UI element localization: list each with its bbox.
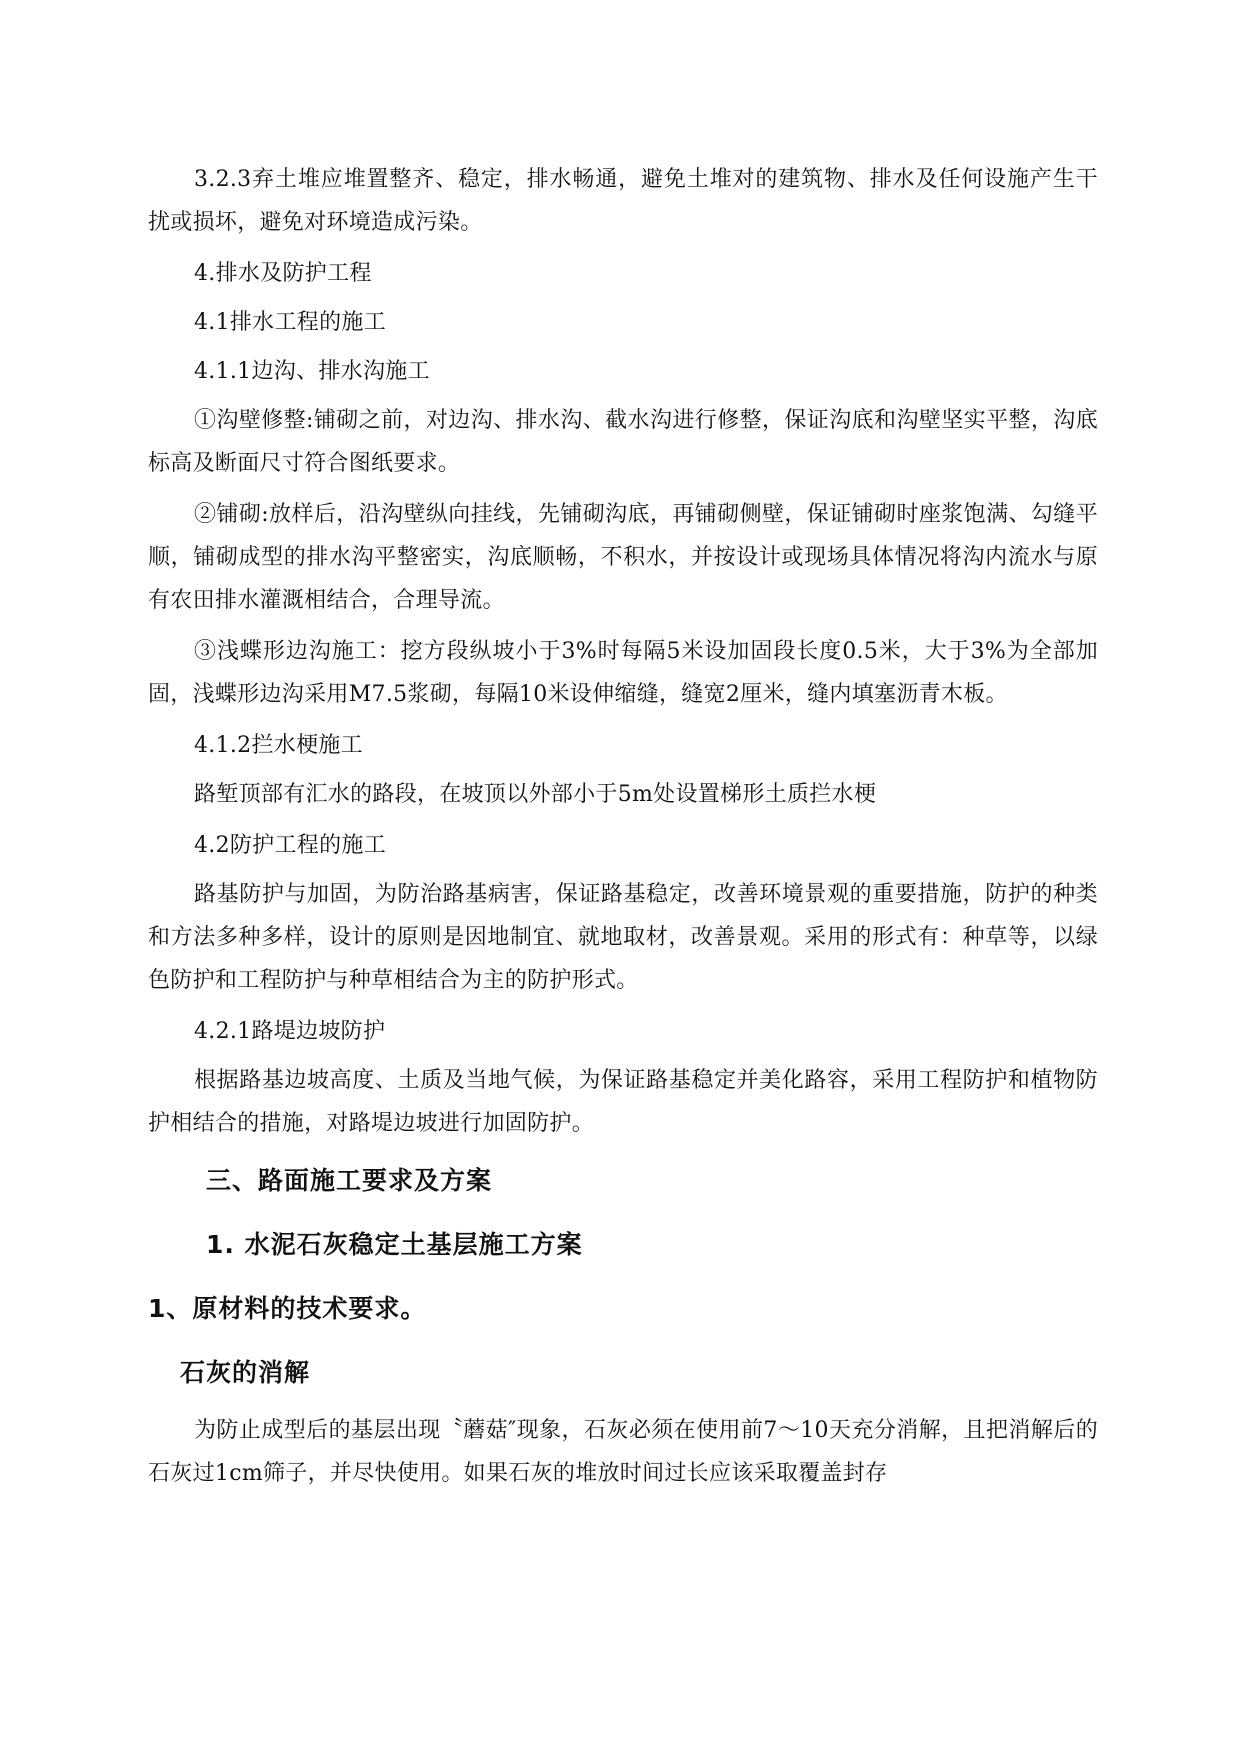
paragraph-embankment: 根据路基边坡高度、土质及当地气候，为保证路基稳定并美化路容，采用工程防护和植物防护相结合的措施，对路堤边坡进行加固防护。: [148, 1068, 1098, 1136]
section-heading-lime-slaking: 石灰的消解: [180, 1358, 311, 1387]
heading-4-2-1: 4.2.1路堤边坡防护: [194, 1019, 386, 1044]
section-heading-base-course: 1. 水泥石灰稳定土基层施工方案: [206, 1230, 583, 1259]
section-heading-raw-materials: 1、原材料的技术要求。: [148, 1294, 427, 1323]
heading-4-1: 4.1排水工程的施工: [194, 310, 386, 335]
paragraph-shallow-ditch: ③浅蝶形边沟施工：挖方段纵坡小于3%时每隔5米设加固段长度0.5米，大于3%为全部加固，浅蝶形边沟采用M7.5浆砌，每隔10米设伸缩缝，缝宽2厘米，缝内填塞沥青木板。: [148, 639, 1098, 707]
heading-4-1-1: 4.1.1边沟、排水沟施工: [194, 359, 430, 384]
paragraph-paving: ②铺砌:放样后，沿沟壁纵向挂线，先铺砌沟底，再铺砌侧壁，保证铺砌时座浆饱满、勾缝平顺，铺砌成型的排水沟平整密实，沟底顺畅，不积水，并按设计或现场具体情况将沟内流水与原有农田排水灌溉相结合，合理导流。: [148, 502, 1098, 613]
heading-4-1-2: 4.1.2拦水梗施工: [194, 733, 363, 758]
paragraph-wall-trim: ①沟壁修整:铺砌之前，对边沟、排水沟、截水沟进行修整，保证沟底和沟壁坚实平整，沟底标高及断面尺寸符合图纸要求。: [148, 408, 1098, 476]
document-body: [148, 158, 1098, 1503]
heading-4: 4.排水及防护工程: [194, 261, 372, 286]
paragraph-3-2-3: 3.2.3弃土堆应堆置整齐、稳定，排水畅通，避免土堆对的建筑物、排水及任何设施产生干扰或损坏，避免对环境造成污染。: [148, 167, 1098, 235]
paragraph-water-ridge: 路堑顶部有汇水的路段，在坡顶以外部小于5m处设置梯形土质拦水梗: [194, 782, 877, 807]
paragraph-protection: 路基防护与加固，为防治路基病害，保证路基稳定，改善环境景观的重要措施，防护的种类和方法多种多样，设计的原则是因地制宜、就地取材，改善景观。采用的形式有：种草等，以绿色防护和工程防护与种草相结合为主的防护形式。: [148, 882, 1098, 993]
paragraph-lime: 为防止成型后的基层出现〝蘑菇″现象，石灰必须在使用前7～10天充分消解，且把消解后的石灰过1cm筛子，并尽快使用。如果石灰的堆放时间过长应该采取覆盖封存: [148, 1418, 1098, 1486]
section-heading-pavement: 三、路面施工要求及方案: [206, 1166, 493, 1195]
heading-4-2: 4.2防护工程的施工: [194, 833, 386, 858]
